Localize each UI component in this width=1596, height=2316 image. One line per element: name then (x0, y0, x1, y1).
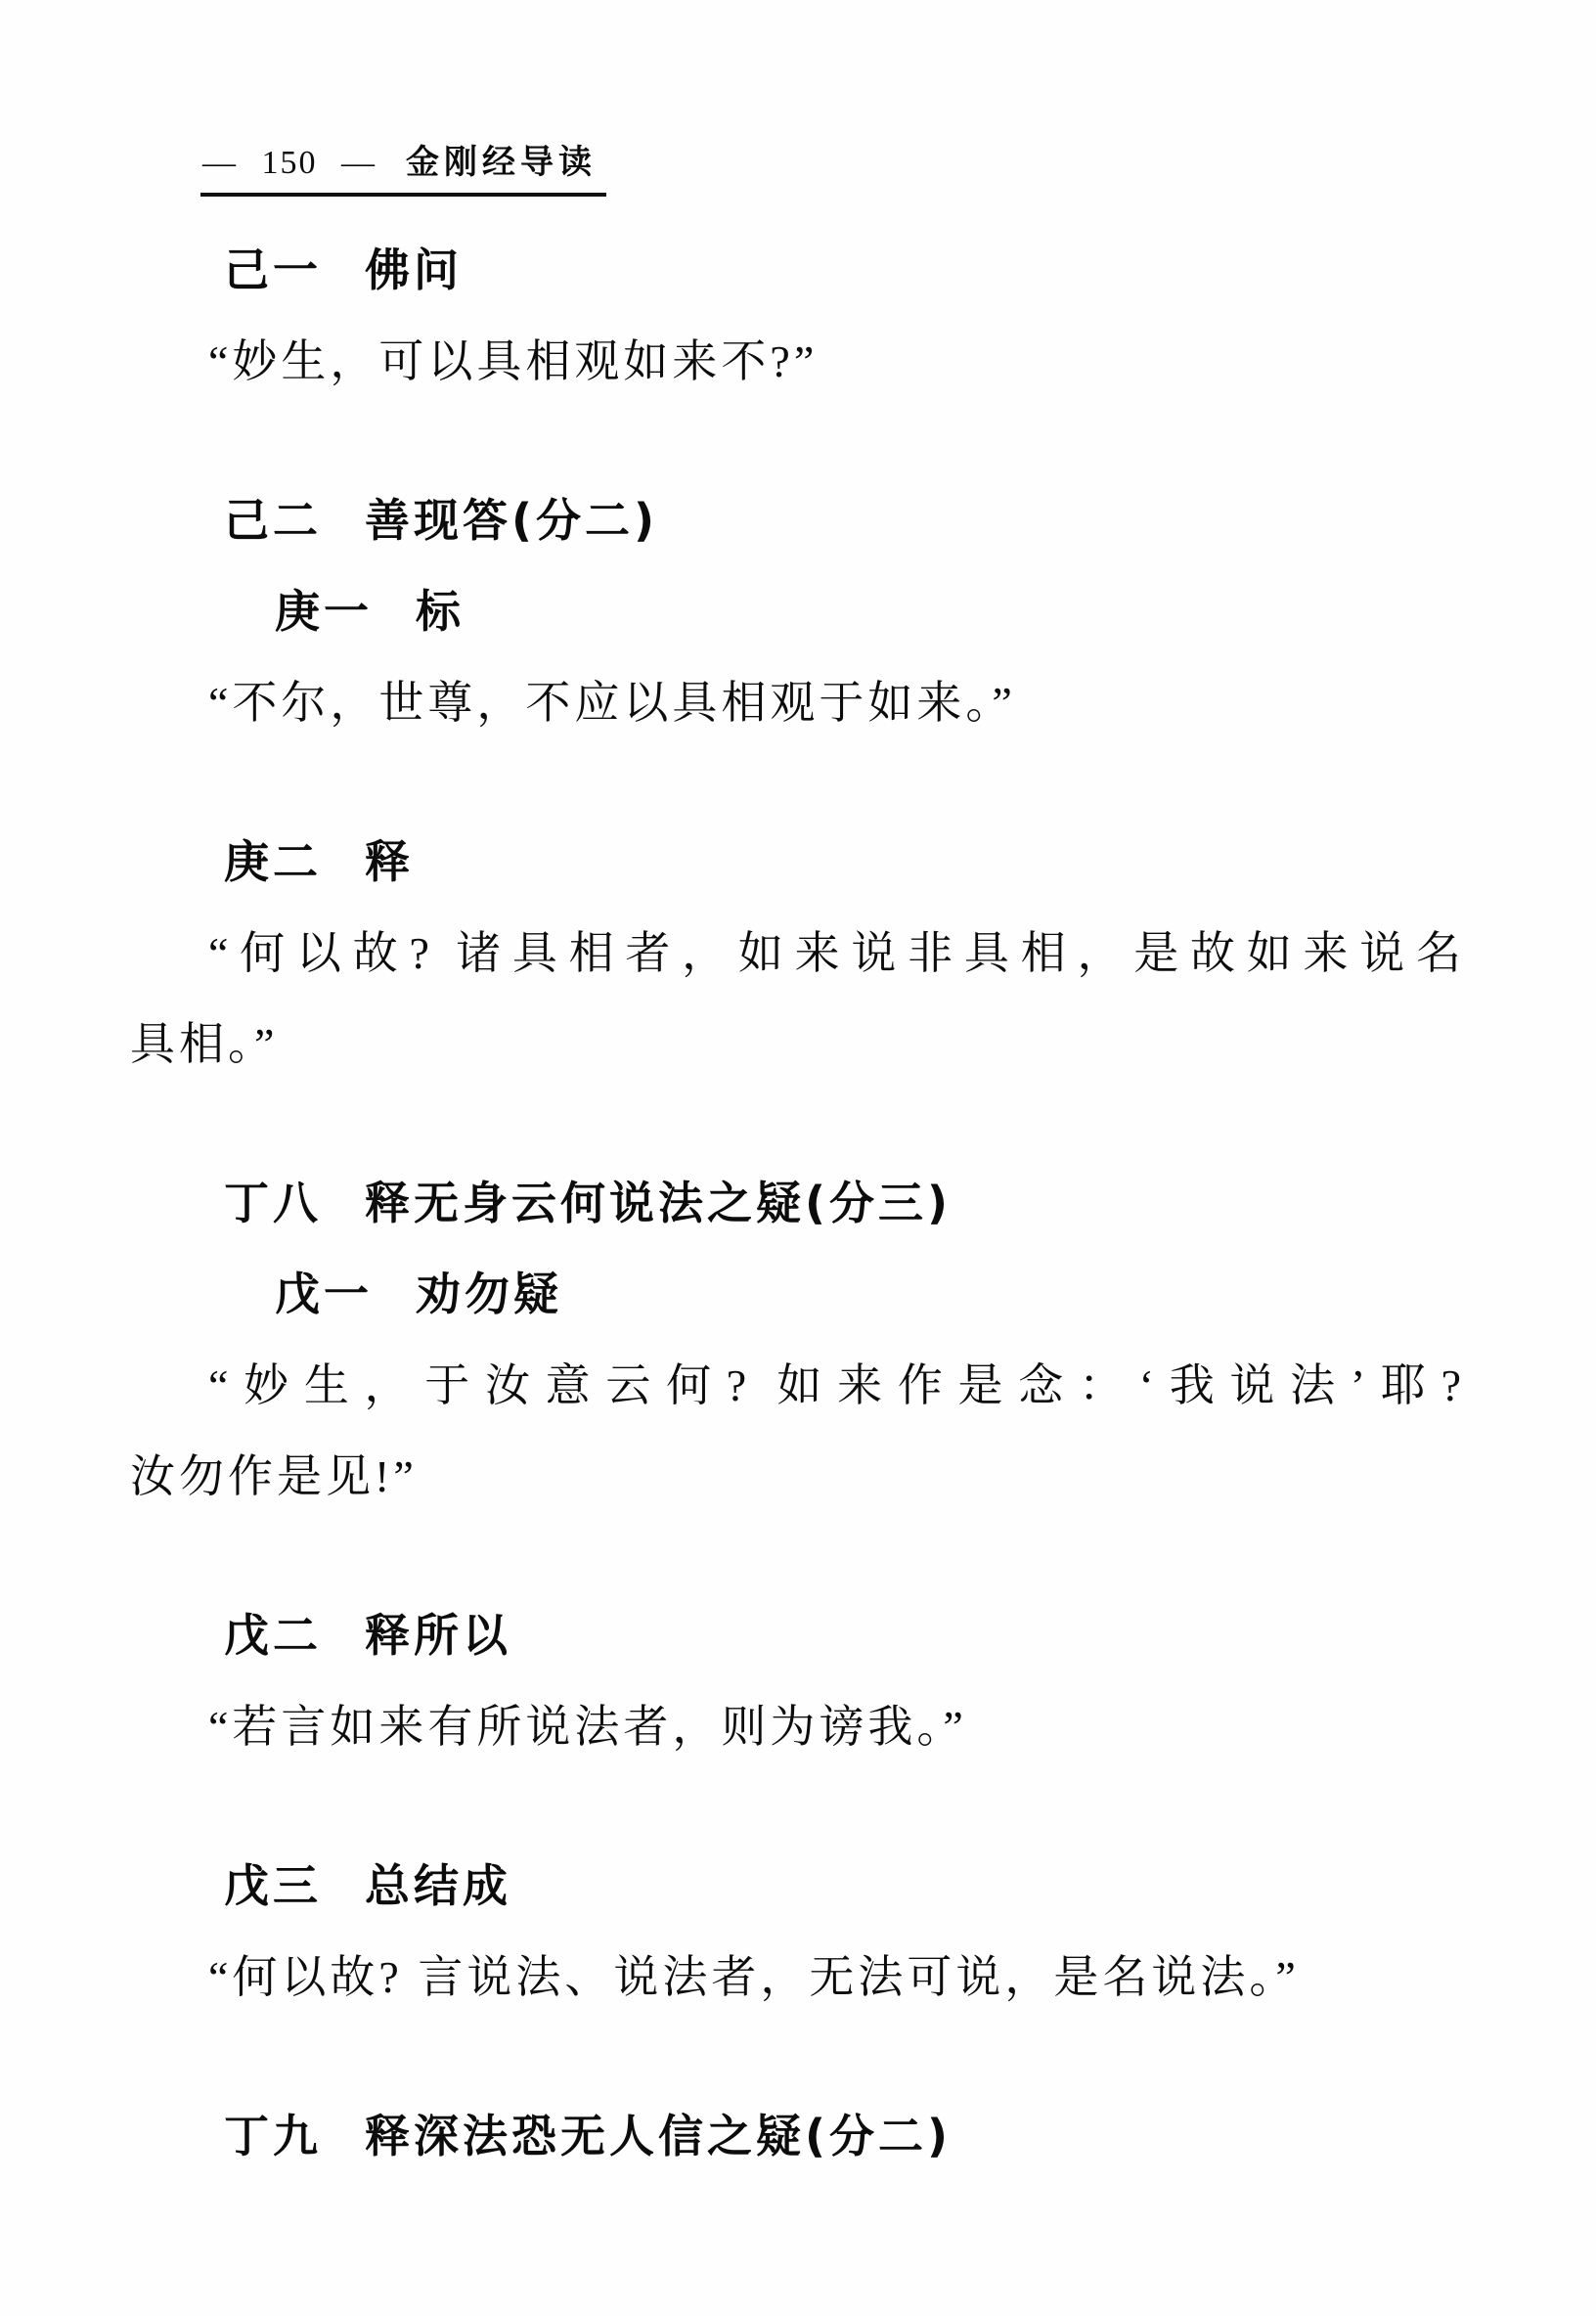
heading-label: 戊二 (224, 1609, 322, 1662)
page-number: — 150 — (202, 145, 377, 181)
heading-title: 释深法恐无人信之疑(分二) (365, 2110, 953, 2162)
outline-heading (130, 475, 1465, 566)
heading-title: 释所以 (365, 1609, 511, 1662)
heading-title: 释无身云何说法之疑(分三) (365, 1177, 953, 1229)
heading-title: 善现答(分二) (365, 494, 659, 547)
heading-title: 劝勿疑 (416, 1268, 562, 1320)
sutra-quote-line: “妙生，于汝意云何? 如来作是念：‘我说法’耶? (208, 1360, 1465, 1410)
heading-label: 庚一 (275, 585, 373, 638)
heading-label: 戊三 (224, 1859, 322, 1912)
outline-heading (130, 1158, 1465, 1249)
heading-title: 标 (416, 585, 465, 638)
outline-content (130, 225, 1465, 2182)
outline-subheading (130, 566, 1465, 657)
heading-label: 戊一 (275, 1268, 373, 1320)
heading-label: 己一 (224, 244, 322, 296)
sutra-quote-line: 具相。” (130, 1019, 279, 1069)
heading-label: 庚二 (224, 835, 322, 888)
sutra-quote-line: “若言如来有所说法者，则为谤我。” (208, 1702, 967, 1752)
outline-subheading (130, 1249, 1465, 1340)
outline-heading (130, 225, 1465, 316)
outline-heading (130, 2091, 1465, 2182)
sutra-quote-line: “不尔，世尊，不应以具相观于如来。” (208, 678, 1016, 728)
heading-title: 佛问 (365, 244, 463, 296)
heading-title: 释 (365, 835, 414, 888)
outline-heading (130, 1590, 1465, 1681)
heading-label: 丁八 (224, 1177, 322, 1229)
heading-label: 己二 (224, 494, 322, 547)
sutra-quote-line: “何以故? 诸具相者，如来说非具相，是故如来说名 (208, 928, 1465, 978)
outline-heading (130, 817, 1465, 908)
outline-heading (130, 1841, 1465, 1932)
sutra-quote-line: “何以故? 言说法、说法者，无法可说，是名说法。” (208, 1952, 1300, 2002)
sutra-quote-line: “妙生，可以具相观如来不?” (208, 336, 819, 386)
sutra-quote-line: 汝勿作是见!” (130, 1451, 418, 1501)
heading-label: 丁九 (224, 2110, 322, 2162)
heading-title: 总结成 (365, 1859, 511, 1912)
book-title: 金刚经导读 (406, 143, 597, 182)
page-header (200, 135, 606, 197)
